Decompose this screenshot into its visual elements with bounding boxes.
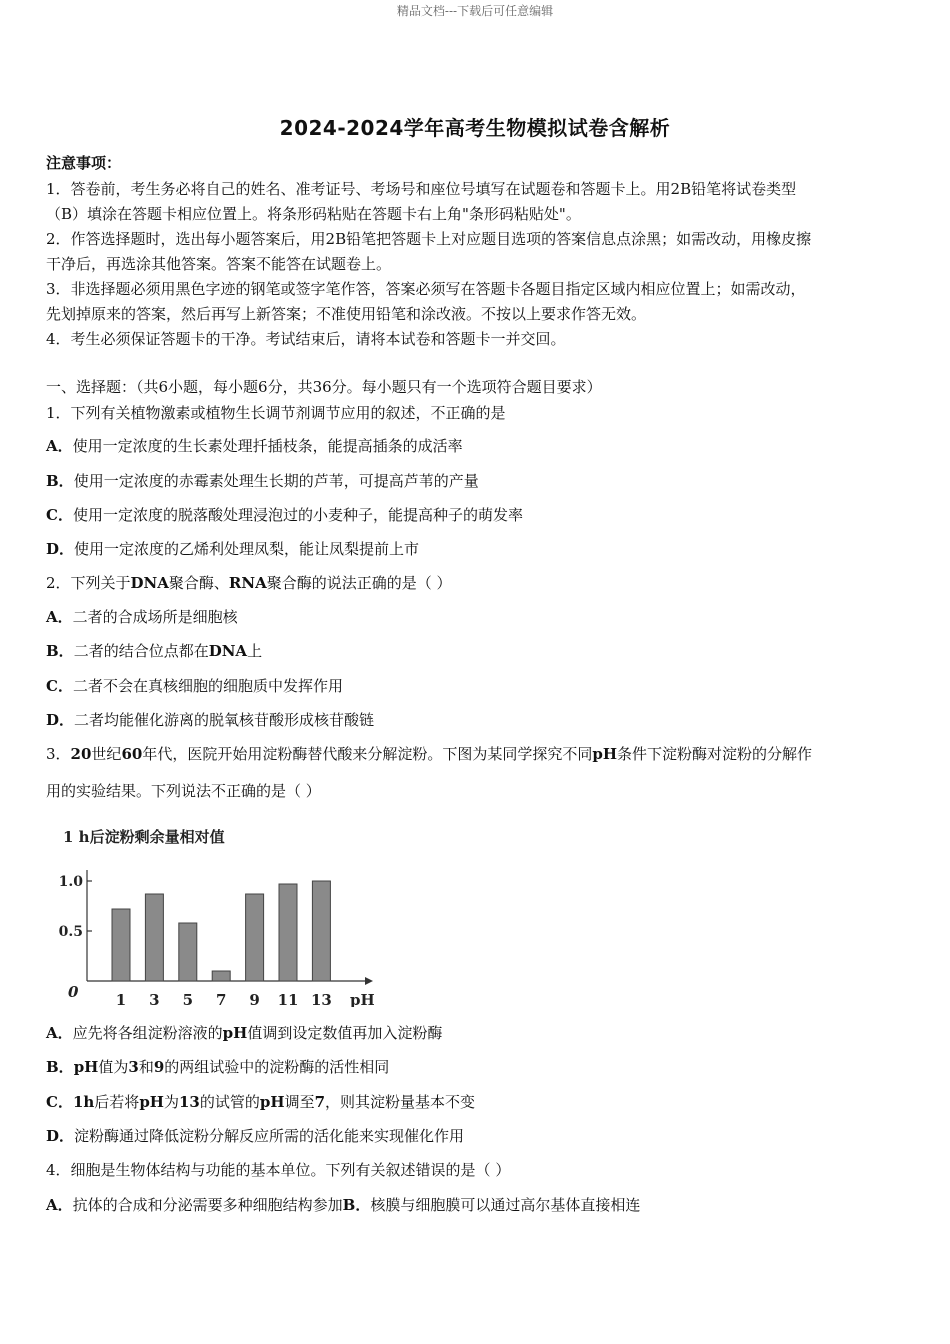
chart-bar bbox=[145, 894, 163, 981]
question-3-option-b: B．pH值为3和9的两组试验中的淀粉酶的活性相同 bbox=[46, 1058, 390, 1076]
x-tick-label: 9 bbox=[249, 991, 260, 1007]
x-tick-label: 7 bbox=[215, 991, 227, 1007]
section-heading: 一、选择题：（共6小题，每小题6分，共36分。每小题只有一个选项符合题目要求） bbox=[46, 378, 602, 396]
question-3-option-d: D．淀粉酶通过降低淀粉分解反应所需的活化能来实现催化作用 bbox=[46, 1127, 465, 1145]
notice-item: 1．答卷前，考生务必将自己的姓名、准考证号、考场号和座位号填写在试题卷和答题卡上。用2B铅笔将试卷类型 bbox=[46, 180, 797, 198]
exam-title: 2024-2024学年高考生物模拟试卷含解析 bbox=[279, 116, 671, 140]
question-2-option-d: D．二者均能催化游离的脱氧核苷酸形成核苷酸链 bbox=[46, 711, 375, 729]
x-tick-label: 3 bbox=[149, 991, 160, 1007]
y-tick-label: 0.5 bbox=[58, 924, 83, 940]
y-tick-label: 1.0 bbox=[58, 874, 83, 890]
notice-item: 4．考生必须保证答题卡的干净。考试结束后，请将本试卷和答题卡一并交回。 bbox=[46, 330, 566, 348]
x-tick-label: 13 bbox=[310, 991, 332, 1007]
notice-item: 2．作答选择题时，选出每小题答案后，用2B铅笔把答题卡上对应题目选项的答案信息点涂黑；如需改动，用橡皮擦 bbox=[46, 230, 812, 248]
question-2-option-a: A．二者的合成场所是细胞核 bbox=[46, 608, 238, 626]
page-header: 精品文档---下载后可任意编辑 bbox=[396, 4, 554, 18]
question-1-option-c: C．使用一定浓度的脱落酸处理浸泡过的小麦种子，能提高种子的萌发率 bbox=[46, 506, 523, 524]
chart-bar bbox=[279, 884, 297, 981]
question-2-option-c: C．二者不会在真核细胞的细胞质中发挥作用 bbox=[46, 677, 343, 695]
question-1-stem: 1．下列有关植物激素或植物生长调节剂调节应用的叙述，不正确的是 bbox=[46, 404, 506, 422]
chart-bar bbox=[246, 894, 264, 981]
question-1-option-a: A．使用一定浓度的生长素处理扦插枝条，能提高插条的成活率 bbox=[46, 437, 463, 455]
chart-bar bbox=[312, 881, 330, 981]
x-tick-label: 11 bbox=[277, 991, 299, 1007]
x-axis-arrow bbox=[365, 977, 373, 985]
x-tick-label: 5 bbox=[182, 991, 194, 1007]
question-4-options-ab: A．抗体的合成和分泌需要多种细胞结构参加B．核膜与细胞膜可以通过高尔基体直接相连 bbox=[46, 1196, 641, 1214]
question-3-stem-line2: 用的实验结果。下列说法不正确的是（ ） bbox=[46, 782, 321, 800]
question-2-stem: 2．下列关于DNA聚合酶、RNA聚合酶的说法正确的是（ ） bbox=[46, 574, 452, 592]
question-4-stem: 4．细胞是生物体结构与功能的基本单位。下列有关叙述错误的是（ ） bbox=[46, 1161, 511, 1179]
notice-item: 3．非选择题必须用黑色字迹的钢笔或签字笔作答，答案必须写在答题卡各题目指定区域内相应位置上；如需改动， bbox=[46, 280, 806, 298]
notice-heading: 注意事项： bbox=[46, 154, 122, 172]
question-1-option-d: D．使用一定浓度的乙烯利处理凤梨，能让凤梨提前上市 bbox=[46, 540, 420, 558]
x-tick-label: 1 bbox=[115, 991, 127, 1007]
chart-bar bbox=[112, 909, 130, 981]
x-axis-label: pH bbox=[350, 991, 375, 1007]
chart-bar bbox=[212, 971, 230, 981]
question-1-option-b: B．使用一定浓度的赤霉素处理生长期的芦苇，可提高芦苇的产量 bbox=[46, 472, 479, 490]
question-3-stem: 3．20世纪60年代，医院开始用淀粉酶替代酸来分解淀粉。下图为某同学探究不同pH条件下淀粉酶对淀粉的分解作 bbox=[46, 745, 813, 763]
notice-item: 干净后，再选涂其他答案。答案不能答在试题卷上。 bbox=[46, 255, 392, 273]
chart-bar bbox=[179, 923, 197, 981]
starch-remaining-bar-chart bbox=[55, 822, 385, 1007]
question-3-option-c: C．1h后若将pH为13的试管的pH调至7，则其淀粉量基本不变 bbox=[46, 1093, 476, 1111]
y-axis-label: 1 h后淀粉剩余量相对值 bbox=[63, 828, 225, 846]
notice-item: 先划掉原来的答案，然后再写上新答案；不准使用铅笔和涂改液。不按以上要求作答无效。 bbox=[46, 305, 647, 323]
question-2-option-b: B．二者的结合位点都在DNA上 bbox=[46, 642, 263, 660]
notice-item: （B）填涂在答题卡相应位置上。将条形码粘贴在答题卡右上角"条形码粘贴处"。 bbox=[46, 205, 581, 223]
origin-label: 0 bbox=[68, 983, 79, 1001]
question-3-option-a: A．应先将各组淀粉溶液的pH值调到设定数值再加入淀粉酶 bbox=[46, 1024, 443, 1042]
